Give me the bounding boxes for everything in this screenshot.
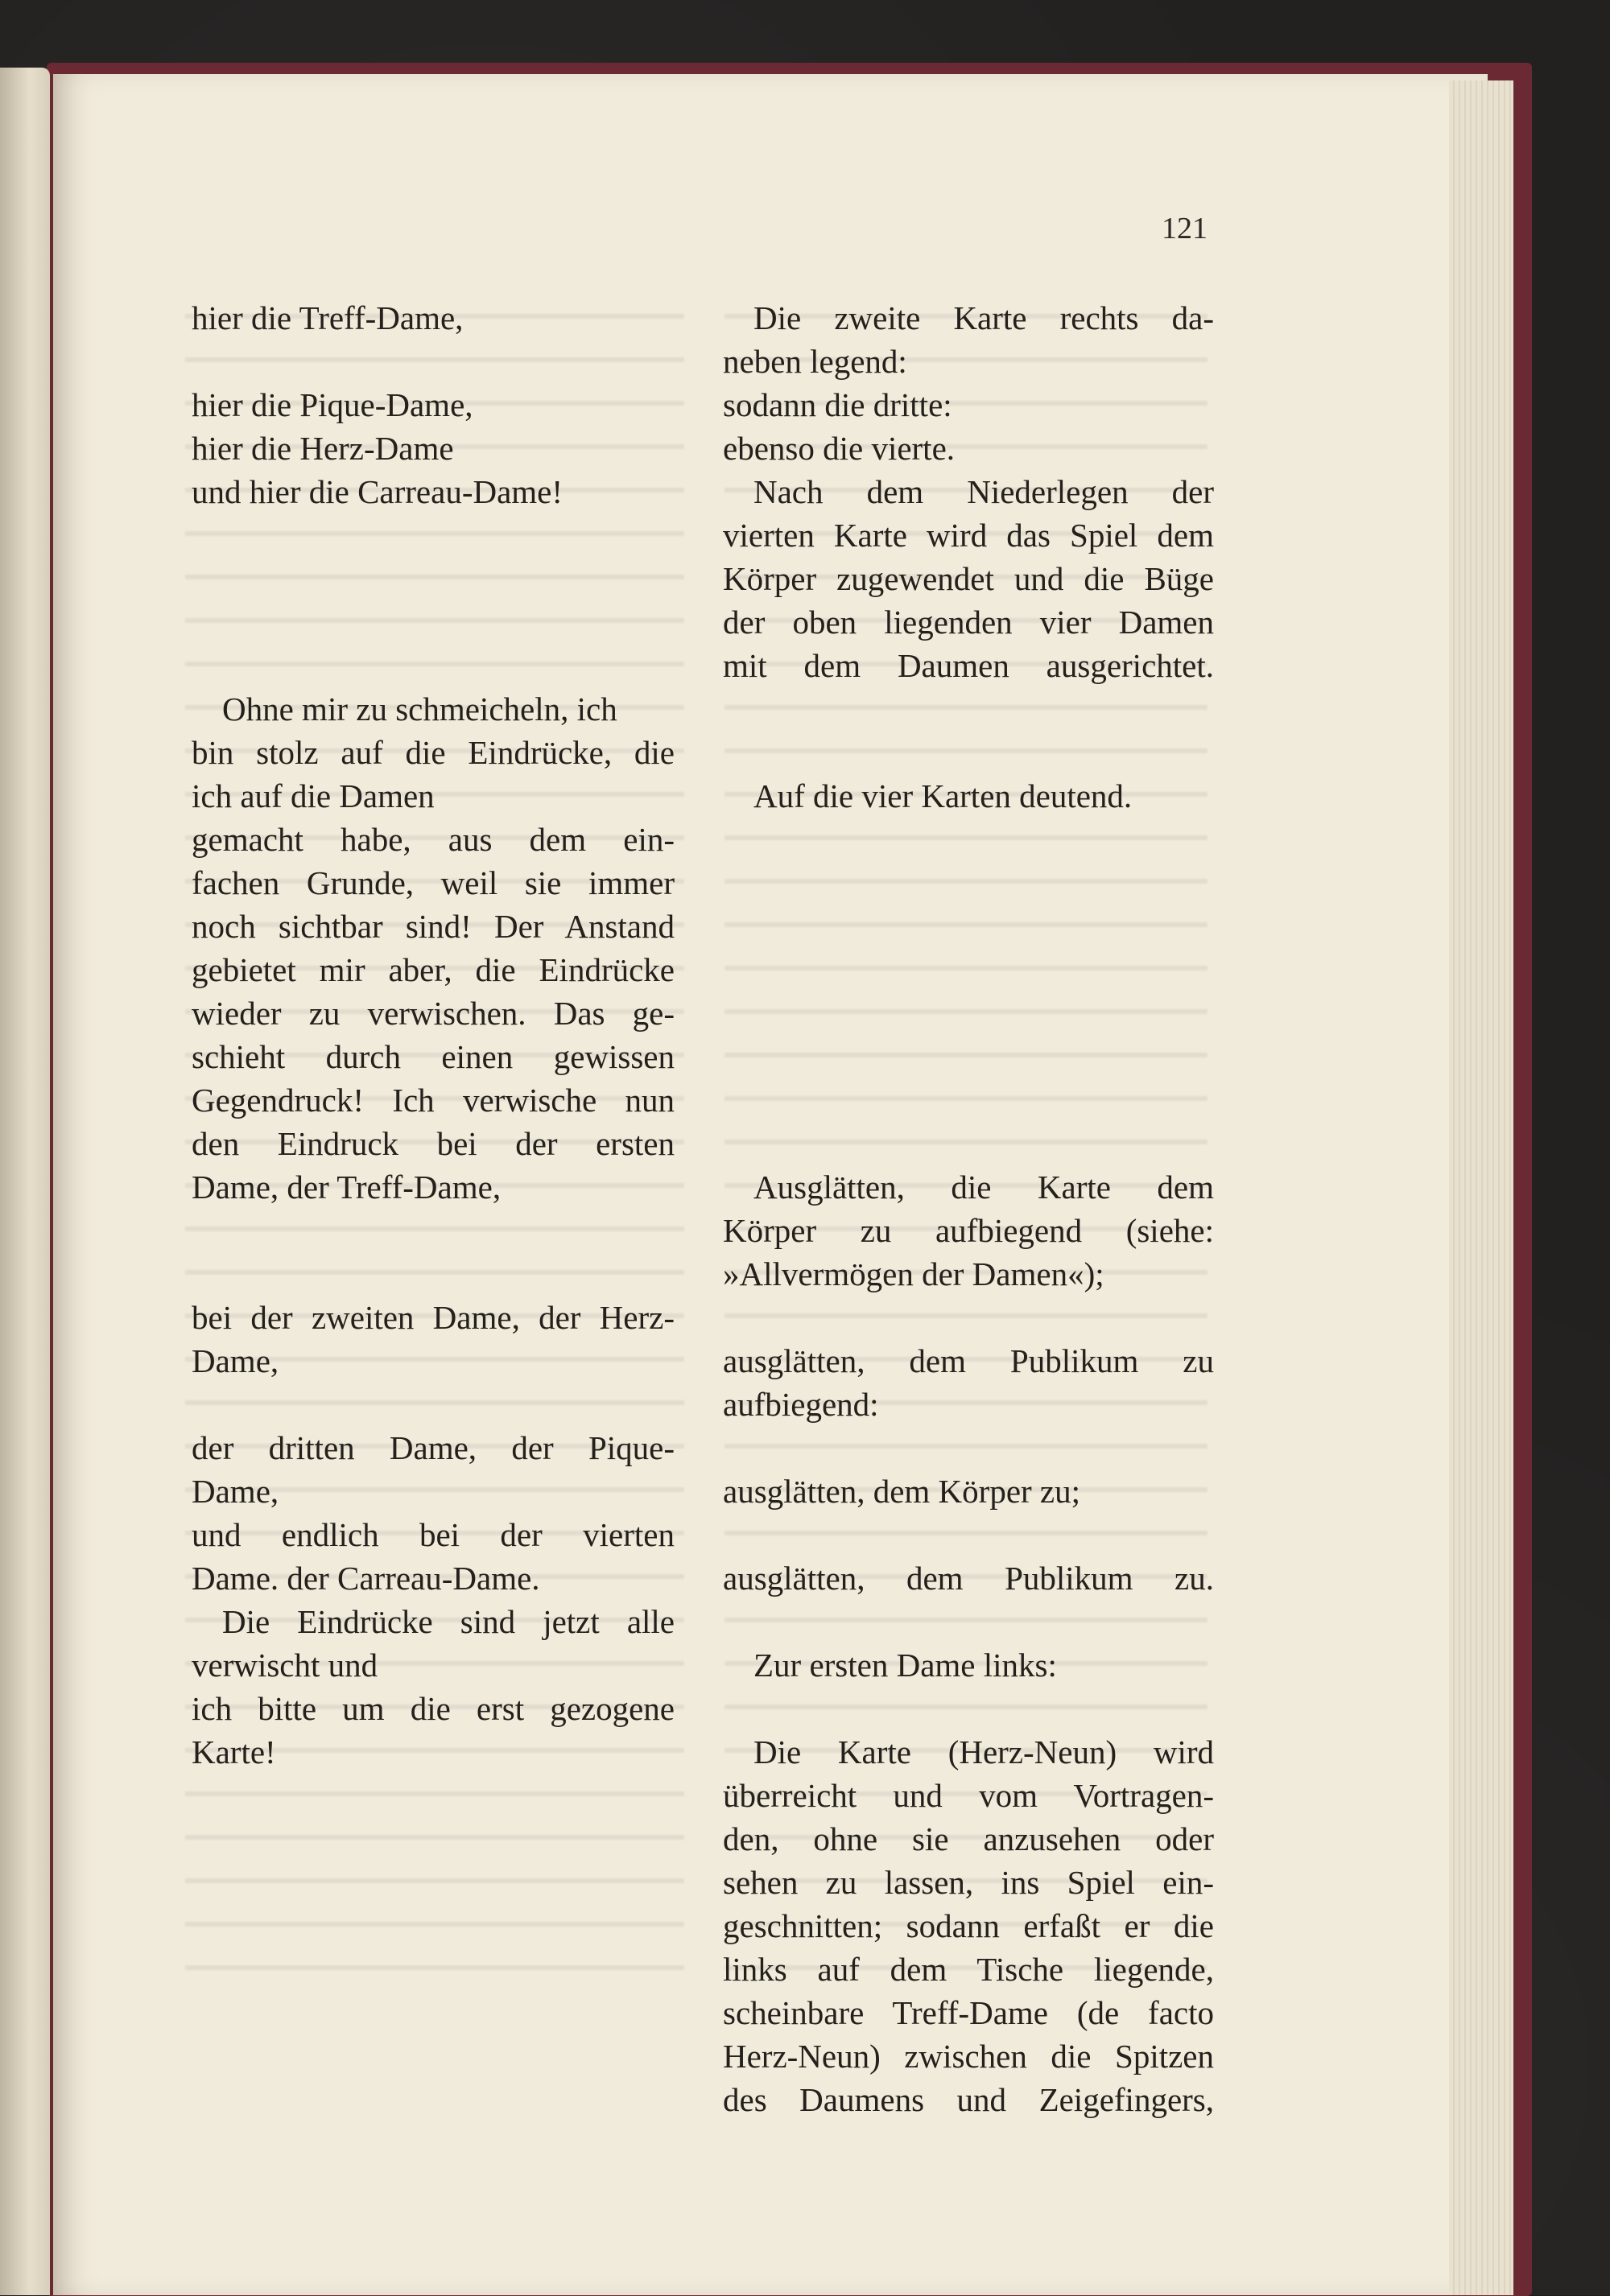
text-line: fachen Grunde, weil sie immer	[192, 864, 675, 901]
text-line: Gegendruck! Ich verwische nun	[192, 1082, 675, 1119]
text-line: bin stolz auf die Eindrücke, die	[192, 734, 675, 771]
text-line: des Daumens und Zeigefingers,	[723, 2081, 1214, 2118]
text-line: und hier die Carreau-Dame!	[192, 473, 564, 510]
text-line: überreicht und vom Vortragen-	[723, 1777, 1214, 1814]
text-line: bei der zweiten Dame, der Herz-	[192, 1299, 675, 1336]
text-line: der dritten Dame, der Pique-	[192, 1429, 675, 1466]
text-line: Ausglätten, die Karte dem	[753, 1169, 1214, 1206]
text-line: und endlich bei der vierten	[192, 1516, 675, 1553]
text-line: Herz-Neun) zwischen die Spitzen	[723, 2038, 1214, 2075]
text-line: ich bitte um die erst gezogene	[192, 1690, 675, 1727]
page-block-edges	[1449, 80, 1513, 2295]
text-line: ebenso die vierte.	[723, 430, 956, 467]
text-line: Körper zu aufbiegend (siehe:	[723, 1212, 1214, 1249]
text-line: gemacht habe, aus dem ein-	[192, 821, 675, 858]
text-line: »Allvermögen der Damen«);	[723, 1255, 1104, 1292]
text-line: Ohne mir zu schmeicheln, ich	[222, 690, 617, 728]
text-line: Auf die vier Karten deutend.	[753, 777, 1133, 814]
text-line: hier die Pique-Dame,	[192, 386, 473, 423]
text-line: den Eindruck bei der ersten	[192, 1125, 675, 1162]
text-line: Dame,	[192, 1342, 279, 1379]
text-line: neben legend:	[723, 343, 907, 380]
text-line: Die Eindrücke sind jetzt alle	[222, 1603, 675, 1640]
text-line: Dame. der Carreau-Dame.	[192, 1560, 540, 1597]
text-line: Dame,	[192, 1473, 279, 1510]
text-line: ausglätten, dem Publikum zu.	[723, 1560, 1214, 1597]
text-line: Zur ersten Dame links:	[753, 1647, 1057, 1684]
text-line: den, ohne sie anzusehen oder	[723, 1820, 1214, 1857]
right-column	[723, 296, 1214, 2121]
text-line: vierten Karte wird das Spiel dem	[723, 517, 1214, 554]
text-line: Die Karte (Herz-Neun) wird	[753, 1733, 1214, 1770]
left-column	[192, 296, 675, 1774]
text-line: verwischt und	[192, 1647, 378, 1684]
text-line: gebietet mir aber, die Eindrücke	[192, 951, 675, 988]
text-line: hier die Treff-Dame,	[192, 299, 464, 336]
text-line: ausglätten, dem Publikum zu	[723, 1342, 1214, 1379]
text-line: links auf dem Tische liegende,	[723, 1951, 1214, 1988]
text-line: wieder zu verwischen. Das ge-	[192, 995, 675, 1032]
text-line: mit dem Daumen ausgerichtet.	[723, 647, 1214, 684]
text-line: Die zweite Karte rechts da-	[753, 299, 1214, 336]
text-line: sodann die dritte:	[723, 386, 952, 423]
text-line: noch sichtbar sind! Der Anstand	[192, 908, 675, 945]
text-line: Körper zugewendet und die Büge	[723, 560, 1214, 597]
text-line: aufbiegend:	[723, 1386, 879, 1423]
text-line: schieht durch einen gewissen	[192, 1038, 675, 1075]
text-line: sehen zu lassen, ins Spiel ein-	[723, 1864, 1214, 1901]
text-line: der oben liegenden vier Damen	[723, 604, 1214, 641]
text-line: ich auf die Damen	[192, 777, 435, 814]
text-line: ausglätten, dem Körper zu;	[723, 1473, 1081, 1510]
page-number: 121	[1162, 212, 1208, 245]
text-line: scheinbare Treff-Dame (de facto	[723, 1994, 1214, 2031]
text-line: hier die Herz-Dame	[192, 430, 454, 467]
text-line: Karte!	[192, 1733, 276, 1770]
facing-page-edge	[0, 68, 50, 2295]
text-line: Nach dem Niederlegen der	[753, 473, 1214, 510]
text-line: Dame, der Treff-Dame,	[192, 1169, 502, 1206]
text-line: geschnitten; sodann erfaßt er die	[723, 1907, 1214, 1944]
